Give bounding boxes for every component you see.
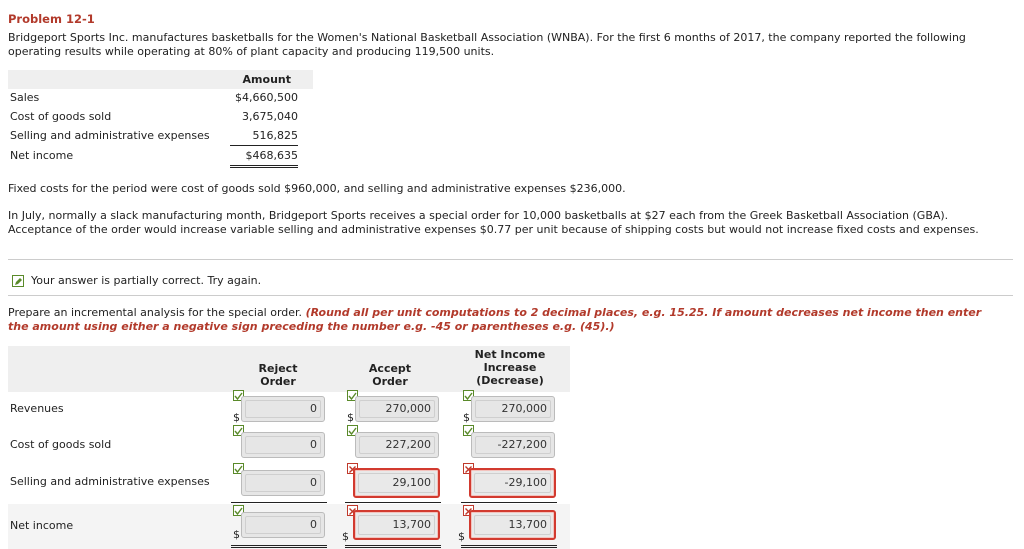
- col-reject-line-2: Order: [260, 375, 296, 388]
- section-divider: [8, 295, 1013, 296]
- col-net-line-3: (Decrease): [476, 374, 544, 387]
- col-accept-order: [355, 362, 425, 388]
- accept-selling-admin-input[interactable]: [353, 468, 440, 498]
- field-value: -29,100: [504, 476, 547, 489]
- results-value: $4,660,500: [235, 91, 298, 104]
- special-order-line-1: In July, normally a slack manufacturing month, Bridgeport Sports receives a special order for 10,000 basketballs at $27 each from the Greek Basketball Association (GBA).: [8, 209, 949, 222]
- row-label-selling-admin: Selling and administrative expenses: [10, 475, 210, 488]
- field-value: 13,700: [508, 518, 547, 531]
- col-reject-line-1: Reject: [258, 362, 298, 375]
- intro-line-1: Bridgeport Sports Inc. manufactures basketballs for the Women's National Basketball Association (WNBA). For the first 6 months of 2017, the company reported the following: [8, 31, 966, 44]
- analysis-table-header: [8, 346, 570, 392]
- total-double-underline: [461, 545, 557, 548]
- field-value: 0: [310, 518, 317, 531]
- reject-revenues-input[interactable]: [241, 396, 325, 422]
- col-net-income: [462, 348, 558, 387]
- field-value: 29,100: [392, 476, 431, 489]
- subtotal-underline: [230, 145, 298, 146]
- col-accept-line-2: Order: [372, 375, 408, 388]
- instructions-plain: Prepare an incremental analysis for the special order.: [8, 306, 306, 319]
- total-double-underline: [231, 545, 327, 548]
- net-selling-admin-input[interactable]: [469, 468, 556, 498]
- results-label: Sales: [10, 91, 40, 104]
- field-value: 270,000: [501, 402, 547, 415]
- results-label: Net income: [10, 149, 74, 162]
- currency-symbol: $: [233, 528, 240, 541]
- col-accept-line-1: Accept: [368, 362, 412, 375]
- reject-selling-admin-input[interactable]: [241, 470, 325, 496]
- net-net-income-input[interactable]: [469, 510, 556, 540]
- instructions-red-line-1: (Round all per unit computations to 2 decimal places, e.g. 15.25. If amount decreases net income then enter: [305, 306, 982, 319]
- results-value: 3,675,040: [242, 110, 298, 123]
- currency-symbol: $: [233, 411, 240, 424]
- field-value: 270,000: [385, 402, 431, 415]
- section-divider: [8, 259, 1013, 260]
- field-value: 227,200: [385, 438, 431, 451]
- currency-symbol: $: [347, 411, 354, 424]
- total-double-underline: [345, 545, 441, 548]
- fixed-costs-text: Fixed costs for the period were cost of goods sold $960,000, and selling and administrative expenses $236,000.: [8, 182, 626, 195]
- currency-symbol: $: [463, 411, 470, 424]
- problem-intro: [8, 31, 1013, 58]
- instructions: [8, 306, 1018, 334]
- field-value: 13,700: [392, 518, 431, 531]
- subtotal-underline: [345, 502, 441, 503]
- field-value: 0: [310, 438, 317, 451]
- field-value: 0: [310, 476, 317, 489]
- reject-net-income-input[interactable]: [241, 512, 325, 538]
- partially-correct-icon: [12, 275, 24, 287]
- instructions-red-line-2: the amount using either a negative sign preceding the number e.g. -45 or parentheses e.g. (45).): [8, 320, 615, 333]
- results-value: $468,635: [245, 149, 298, 162]
- accept-cogs-input[interactable]: [355, 432, 439, 458]
- special-order-line-2: Acceptance of the order would increase variable selling and administrative expenses $0.77 per unit because of shipping costs but would not increase fixed costs and expenses.: [8, 222, 979, 236]
- problem-title: Problem 12-1: [8, 12, 95, 26]
- intro-line-2: operating results while operating at 80% of plant capacity and producing 119,500 units.: [8, 44, 495, 58]
- col-net-line-1: Net Income: [474, 348, 546, 361]
- special-order-text: [8, 209, 1016, 236]
- amount-header: Amount: [242, 73, 291, 86]
- results-value: 516,825: [252, 129, 298, 142]
- field-value: 0: [310, 402, 317, 415]
- net-cogs-input[interactable]: [471, 432, 555, 458]
- results-label: Selling and administrative expenses: [10, 129, 210, 142]
- subtotal-underline: [231, 502, 327, 503]
- row-label-net-income: Net income: [10, 519, 74, 532]
- results-row-cogs: [10, 110, 300, 128]
- row-label-cogs: Cost of goods sold: [10, 438, 112, 451]
- col-net-line-2: Increase: [483, 361, 537, 374]
- results-table-header: [8, 70, 313, 89]
- total-double-underline: [230, 165, 298, 168]
- currency-symbol: $: [342, 530, 349, 543]
- currency-symbol: $: [458, 530, 465, 543]
- row-label-revenues: Revenues: [10, 402, 64, 415]
- col-reject-order: [243, 362, 313, 388]
- results-label: Cost of goods sold: [10, 110, 112, 123]
- field-value: -227,200: [497, 438, 547, 451]
- reject-cogs-input[interactable]: [241, 432, 325, 458]
- accept-revenues-input[interactable]: [355, 396, 439, 422]
- results-row-sales: [10, 91, 300, 109]
- net-revenues-input[interactable]: [471, 396, 555, 422]
- accept-net-income-input[interactable]: [353, 510, 440, 540]
- feedback-text: Your answer is partially correct. Try again.: [31, 274, 262, 287]
- subtotal-underline: [461, 502, 557, 503]
